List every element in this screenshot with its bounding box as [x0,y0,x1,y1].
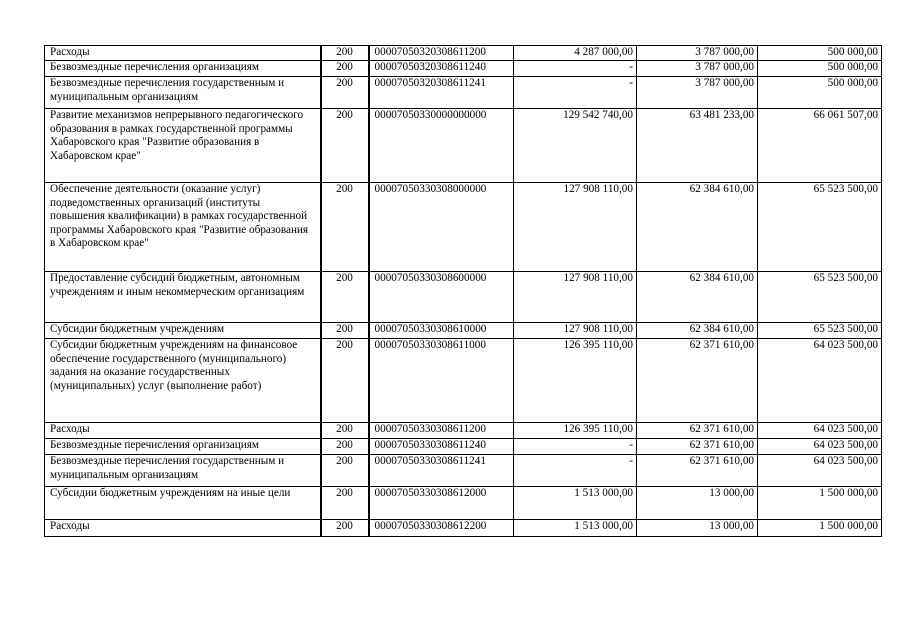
cell-kbk: 00007050320308611241 [369,77,514,109]
cell-amount-3: 500 000,00 [758,61,882,77]
cell-amount-1: 129 542 740,00 [514,109,637,183]
cell-amount-1: 127 908 110,00 [514,183,637,272]
cell-name: Безвозмездные перечисления организациям [45,61,321,77]
cell-amount-2: 62 371 610,00 [637,455,758,487]
table-row [45,323,882,339]
cell-code: 200 [321,339,369,423]
cell-code: 200 [321,272,369,323]
cell-name: Безвозмездные перечисления организациям [45,439,321,455]
cell-amount-2: 62 371 610,00 [637,339,758,423]
cell-kbk: 00007050330308611240 [369,439,514,455]
cell-amount-1: 4 287 000,00 [514,46,637,61]
cell-amount-2: 3 787 000,00 [637,61,758,77]
cell-amount-3: 500 000,00 [758,46,882,61]
cell-name: Расходы [45,46,321,61]
cell-code: 200 [321,487,369,520]
cell-kbk: 00007050330308612000 [369,487,514,520]
cell-amount-1: - [514,61,637,77]
cell-amount-3: 66 061 507,00 [758,109,882,183]
cell-name: Субсидии бюджетным учреждениям [45,323,321,339]
cell-amount-1: - [514,439,637,455]
cell-code: 200 [321,61,369,77]
cell-amount-2: 3 787 000,00 [637,77,758,109]
cell-amount-2: 13 000,00 [637,487,758,520]
cell-amount-1: 1 513 000,00 [514,520,637,537]
cell-amount-1: 126 395 110,00 [514,423,637,439]
cell-amount-3: 1 500 000,00 [758,520,882,537]
cell-amount-3: 65 523 500,00 [758,183,882,272]
cell-name: Субсидии бюджетным учреждениям на иные цели [45,487,321,520]
budget-table-body [45,46,882,537]
cell-kbk: 00007050330308611241 [369,455,514,487]
cell-amount-3: 1 500 000,00 [758,487,882,520]
cell-code: 200 [321,455,369,487]
cell-kbk: 00007050330000000000 [369,109,514,183]
cell-amount-2: 63 481 233,00 [637,109,758,183]
cell-amount-3: 500 000,00 [758,77,882,109]
cell-amount-2: 62 371 610,00 [637,423,758,439]
cell-code: 200 [321,109,369,183]
cell-code: 200 [321,46,369,61]
cell-code: 200 [321,423,369,439]
budget-table [44,45,882,537]
cell-kbk: 00007050320308611240 [369,61,514,77]
table-row [45,339,882,423]
cell-code: 200 [321,520,369,537]
cell-name: Расходы [45,423,321,439]
table-row [45,61,882,77]
cell-amount-1: 127 908 110,00 [514,272,637,323]
cell-amount-1: 127 908 110,00 [514,323,637,339]
table-row [45,439,882,455]
cell-amount-2: 62 384 610,00 [637,183,758,272]
cell-kbk: 00007050330308610000 [369,323,514,339]
cell-code: 200 [321,439,369,455]
cell-code: 200 [321,183,369,272]
cell-amount-3: 65 523 500,00 [758,323,882,339]
cell-amount-1: - [514,455,637,487]
cell-amount-2: 3 787 000,00 [637,46,758,61]
table-row [45,77,882,109]
table-row [45,423,882,439]
cell-name: Безвозмездные перечисления государственным и муниципальным организациям [45,455,321,487]
table-row [45,183,882,272]
cell-name: Обеспечение деятельности (оказание услуг) подведомственных организаций (институты повышения квалификации) в рамках государственной программы Хабаровского края "Развитие образования в Хабаровском крае" [45,183,321,272]
cell-amount-3: 64 023 500,00 [758,339,882,423]
cell-code: 200 [321,323,369,339]
cell-name: Безвозмездные перечисления государственным и муниципальным организациям [45,77,321,109]
cell-amount-2: 13 000,00 [637,520,758,537]
cell-kbk: 00007050330308611200 [369,423,514,439]
cell-amount-1: - [514,77,637,109]
cell-amount-1: 126 395 110,00 [514,339,637,423]
cell-amount-2: 62 384 610,00 [637,272,758,323]
table-row [45,272,882,323]
cell-kbk: 00007050330308000000 [369,183,514,272]
table-row [45,46,882,61]
cell-amount-3: 64 023 500,00 [758,455,882,487]
cell-kbk: 00007050320308611200 [369,46,514,61]
cell-amount-3: 64 023 500,00 [758,423,882,439]
table-row [45,109,882,183]
cell-name: Расходы [45,520,321,537]
cell-name: Субсидии бюджетным учреждениям на финансовое обеспечение государственного (муниципального) задания на оказание государственных (муниципальных) услуг (выполнение работ) [45,339,321,423]
cell-kbk: 00007050330308600000 [369,272,514,323]
cell-kbk: 00007050330308611000 [369,339,514,423]
table-row [45,520,882,537]
cell-amount-3: 64 023 500,00 [758,439,882,455]
cell-amount-2: 62 384 610,00 [637,323,758,339]
cell-amount-1: 1 513 000,00 [514,487,637,520]
cell-name: Предоставление субсидий бюджетным, автономным учреждениям и иным некоммерческим организациям [45,272,321,323]
cell-amount-3: 65 523 500,00 [758,272,882,323]
cell-name: Развитие механизмов непрерывного педагогического образования в рамках государственной программы Хабаровского края "Развитие образования в Хабаровском крае" [45,109,321,183]
cell-kbk: 00007050330308612200 [369,520,514,537]
cell-code: 200 [321,77,369,109]
table-row [45,455,882,487]
table-row [45,487,882,520]
cell-amount-2: 62 371 610,00 [637,439,758,455]
